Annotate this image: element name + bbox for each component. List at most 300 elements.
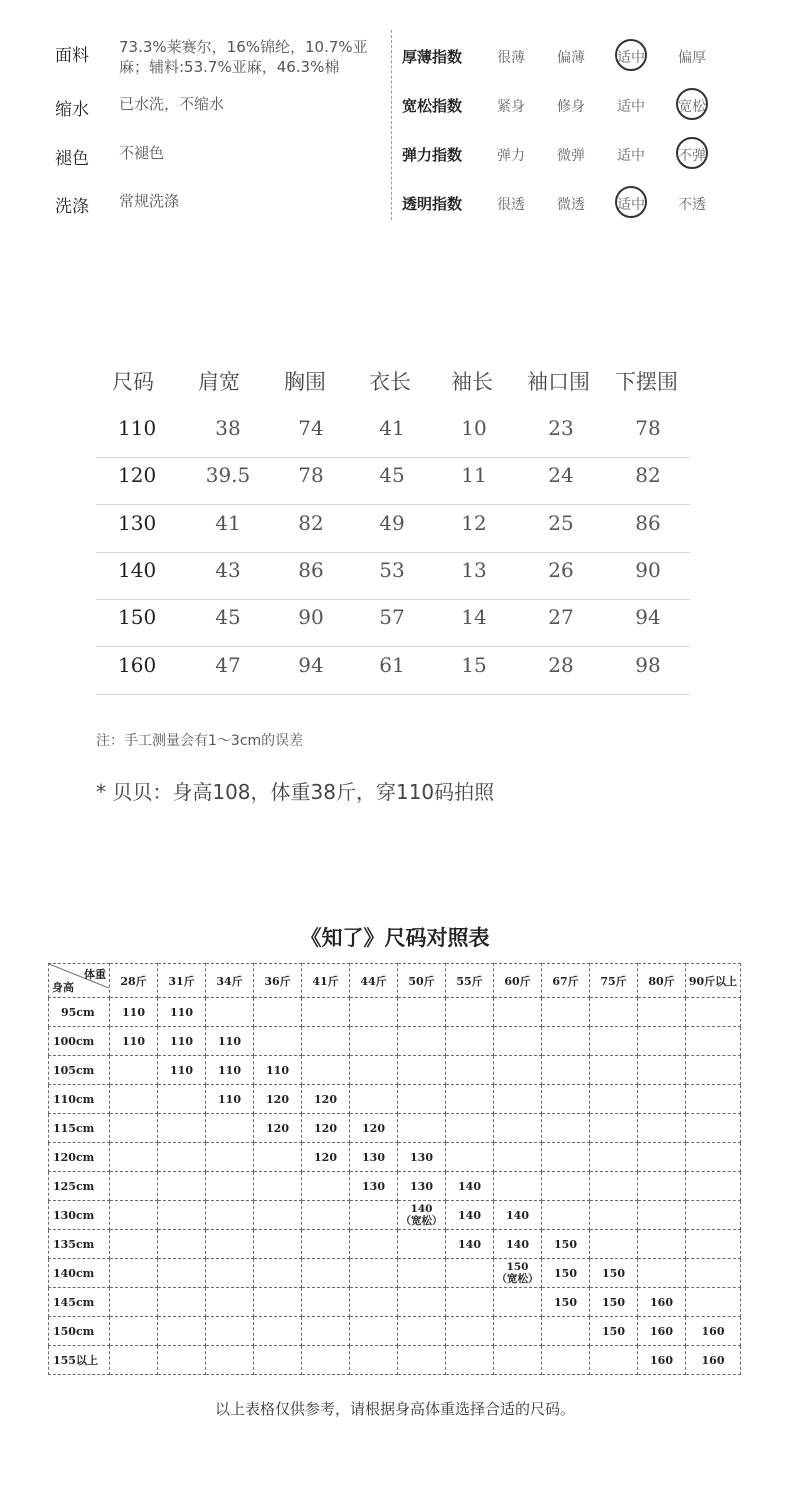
size-cell (158, 1201, 206, 1230)
index-label: 透明指数 (402, 195, 463, 213)
size-cell (638, 1172, 686, 1201)
size-header-cell: 袖长 (451, 370, 493, 394)
size-cell (110, 1230, 158, 1259)
size-cell: 160 (638, 1346, 686, 1375)
weight-header: 41斤 (302, 964, 350, 998)
reference-corner-cell (49, 964, 110, 998)
size-cell (206, 998, 254, 1027)
size-value: 43 (215, 557, 241, 582)
size-cell (542, 1317, 590, 1346)
size-cell: 140 （宽松） (398, 1201, 446, 1230)
size-cell (110, 1201, 158, 1230)
size-value: 94 (298, 652, 324, 677)
size-value: 45 (215, 605, 241, 630)
size-label: 110 (118, 416, 157, 440)
size-cell (158, 1172, 206, 1201)
weight-header: 36斤 (254, 964, 302, 998)
size-cell (350, 1085, 398, 1114)
size-cell: 160 (686, 1346, 741, 1375)
size-cell: 150 (590, 1259, 638, 1288)
size-cell (446, 1085, 494, 1114)
size-cell (110, 1317, 158, 1346)
size-cell (302, 998, 350, 1027)
size-cell (350, 1027, 398, 1056)
index-option: 修身 (557, 99, 585, 115)
size-cell (206, 1259, 254, 1288)
reference-row (49, 1056, 741, 1085)
height-label: 120cm (49, 1143, 110, 1172)
size-value: 28 (548, 652, 574, 677)
size-cell (638, 1143, 686, 1172)
height-label: 140cm (49, 1259, 110, 1288)
size-cell (398, 1056, 446, 1085)
size-cell (302, 1346, 350, 1375)
size-cell (686, 1288, 741, 1317)
size-cell (590, 1346, 638, 1375)
index-option: 偏厚 (678, 50, 706, 66)
size-cell (638, 1027, 686, 1056)
index-option: 紧身 (497, 99, 525, 115)
reference-table (48, 963, 741, 1375)
size-cell (494, 1027, 542, 1056)
size-header-cell: 胸围 (284, 370, 326, 394)
size-cell (494, 1056, 542, 1085)
size-value: 12 (461, 510, 487, 535)
size-value: 57 (379, 605, 405, 630)
size-cell: 130 (398, 1143, 446, 1172)
size-cell (542, 1201, 590, 1230)
size-cell (638, 1056, 686, 1085)
size-value: 53 (379, 557, 405, 582)
size-cell: 120 (302, 1085, 350, 1114)
weight-header: 55斤 (446, 964, 494, 998)
size-cell: 110 (206, 1027, 254, 1056)
size-value: 86 (635, 510, 661, 535)
size-cell: 150 (590, 1317, 638, 1346)
size-header-cell: 肩宽 (198, 370, 240, 394)
size-value: 25 (548, 510, 574, 535)
height-label: 105cm (49, 1056, 110, 1085)
weight-header: 75斤 (590, 964, 638, 998)
size-cell: 130 (350, 1172, 398, 1201)
size-value: 23 (548, 416, 574, 440)
size-cell: 130 (398, 1172, 446, 1201)
weight-header: 60斤 (494, 964, 542, 998)
size-label: 160 (118, 652, 157, 677)
size-cell (542, 1143, 590, 1172)
size-cell (686, 1201, 741, 1230)
size-value: 15 (461, 652, 487, 677)
height-label: 150cm (49, 1317, 110, 1346)
index-option: 不弹 (670, 145, 714, 165)
size-header-cell: 袖口围 (527, 370, 590, 394)
index-option: 弹力 (497, 148, 525, 164)
size-cell (590, 1172, 638, 1201)
size-cell (590, 1085, 638, 1114)
weight-header: 67斤 (542, 964, 590, 998)
size-cell (254, 1201, 302, 1230)
size-cell (398, 1317, 446, 1346)
size-value: 82 (298, 510, 324, 535)
size-cell (158, 1143, 206, 1172)
size-cell: 160 (638, 1317, 686, 1346)
size-cell (206, 1346, 254, 1375)
size-cell (494, 1317, 542, 1346)
size-cell (446, 1317, 494, 1346)
size-cell (398, 1346, 446, 1375)
size-cell (206, 1143, 254, 1172)
size-value: 61 (379, 652, 405, 677)
size-cell: 150 (542, 1259, 590, 1288)
height-label: 135cm (49, 1230, 110, 1259)
size-value: 13 (461, 557, 487, 582)
index-option: 微弹 (557, 148, 585, 164)
size-cell: 140 (494, 1201, 542, 1230)
size-cell (110, 1143, 158, 1172)
size-cell (158, 1259, 206, 1288)
size-header-cell: 下摆围 (615, 370, 678, 394)
size-cell (686, 1056, 741, 1085)
size-cell (206, 1172, 254, 1201)
size-value: 49 (379, 510, 405, 535)
size-value: 90 (298, 605, 324, 630)
size-cell (590, 1056, 638, 1085)
size-cell: 120 (254, 1085, 302, 1114)
size-cell (686, 1085, 741, 1114)
size-cell (542, 1027, 590, 1056)
reference-row (49, 1143, 741, 1172)
info-divider (391, 30, 392, 220)
size-cell: 140 (494, 1230, 542, 1259)
size-cell (110, 1346, 158, 1375)
size-cell: 110 (158, 1027, 206, 1056)
size-cell (686, 1143, 741, 1172)
size-value: 45 (379, 463, 405, 488)
size-cell (350, 1288, 398, 1317)
size-cell (494, 1288, 542, 1317)
size-cell: 140 (446, 1172, 494, 1201)
height-label: 125cm (49, 1172, 110, 1201)
size-cell (590, 1027, 638, 1056)
size-cell (398, 1230, 446, 1259)
size-value: 78 (635, 416, 661, 440)
size-value: 38 (215, 416, 241, 440)
size-cell (254, 1143, 302, 1172)
size-value: 26 (548, 557, 574, 582)
size-value: 82 (635, 463, 661, 488)
size-cell (254, 1288, 302, 1317)
size-value: 10 (461, 416, 487, 440)
reference-title: 《知了》尺码对照表 (300, 925, 490, 950)
index-option: 宽松 (670, 96, 714, 116)
size-cell (206, 1201, 254, 1230)
size-cell (350, 1230, 398, 1259)
size-cell: 120 (350, 1114, 398, 1143)
size-cell (206, 1317, 254, 1346)
size-cell (446, 1056, 494, 1085)
size-cell (254, 1027, 302, 1056)
size-value: 14 (461, 605, 487, 630)
size-cell (302, 1230, 350, 1259)
size-cell (398, 1259, 446, 1288)
size-cell: 160 (686, 1317, 741, 1346)
size-cell (686, 1027, 741, 1056)
size-cell (494, 1114, 542, 1143)
height-label: 130cm (49, 1201, 110, 1230)
index-option: 很透 (497, 197, 525, 213)
measurement-note: 注：手工测量会有1～3cm的误差 (96, 733, 304, 749)
size-value: 27 (548, 605, 574, 630)
info-label: 褪色 (55, 149, 89, 169)
size-cell (446, 1027, 494, 1056)
corner-weight-label: 体重 (84, 968, 106, 981)
size-value: 86 (298, 557, 324, 582)
size-cell (638, 1085, 686, 1114)
size-cell (206, 1288, 254, 1317)
size-cell: 110 (206, 1085, 254, 1114)
info-label: 缩水 (55, 100, 89, 120)
size-value: 41 (215, 510, 241, 535)
index-option: 偏薄 (557, 50, 585, 66)
size-cell (206, 1114, 254, 1143)
model-info: * 贝贝：身高108，体重38斤，穿110码拍照 (96, 780, 495, 804)
size-cell (494, 1143, 542, 1172)
size-value: 98 (635, 652, 661, 677)
height-label: 110cm (49, 1085, 110, 1114)
size-cell (542, 1346, 590, 1375)
weight-header: 44斤 (350, 964, 398, 998)
size-cell: 150 (590, 1288, 638, 1317)
size-cell (158, 1085, 206, 1114)
size-cell (590, 1230, 638, 1259)
size-cell: 150 (542, 1230, 590, 1259)
size-value: 41 (379, 416, 405, 440)
size-cell: 150 （宽松） (494, 1259, 542, 1288)
info-label: 洗涤 (55, 197, 89, 217)
size-cell (590, 998, 638, 1027)
size-cell (110, 1259, 158, 1288)
size-value: 78 (298, 463, 324, 488)
index-option: 适中 (609, 47, 653, 67)
index-option: 不透 (678, 197, 706, 213)
reference-row (49, 998, 741, 1027)
size-cell (638, 998, 686, 1027)
reference-row (49, 1027, 741, 1056)
height-label: 100cm (49, 1027, 110, 1056)
info-value: 不褪色 (119, 144, 165, 162)
size-cell (638, 1114, 686, 1143)
index-row-elasticity (402, 140, 782, 170)
height-label: 145cm (49, 1288, 110, 1317)
size-cell (542, 1172, 590, 1201)
size-row (96, 457, 690, 505)
size-cell: 140 (446, 1230, 494, 1259)
index-label: 宽松指数 (402, 97, 463, 115)
size-cell (398, 998, 446, 1027)
size-cell: 140 (446, 1201, 494, 1230)
size-cell (446, 1143, 494, 1172)
reference-row (49, 1114, 741, 1143)
reference-row (49, 1317, 741, 1346)
size-cell (494, 1172, 542, 1201)
size-cell (446, 1288, 494, 1317)
size-cell (302, 1259, 350, 1288)
size-cell (254, 998, 302, 1027)
size-cell: 120 (254, 1114, 302, 1143)
size-cell (590, 1143, 638, 1172)
height-label: 115cm (49, 1114, 110, 1143)
size-cell (158, 1288, 206, 1317)
size-cell (158, 1114, 206, 1143)
size-cell (686, 1259, 741, 1288)
size-cell (686, 1230, 741, 1259)
index-row-transparency (402, 189, 782, 219)
index-option: 很薄 (497, 50, 525, 66)
size-cell (542, 1114, 590, 1143)
size-cell (638, 1201, 686, 1230)
size-cell (590, 1114, 638, 1143)
size-cell (254, 1230, 302, 1259)
reference-row (49, 1259, 741, 1288)
reference-row (49, 1346, 741, 1375)
size-value: 47 (215, 652, 241, 677)
size-cell (686, 998, 741, 1027)
size-cell (350, 998, 398, 1027)
size-cell: 110 (110, 1027, 158, 1056)
size-cell (494, 1085, 542, 1114)
size-cell (398, 1027, 446, 1056)
reference-body (49, 998, 741, 1375)
reference-row (49, 1201, 741, 1230)
size-cell (686, 1172, 741, 1201)
index-option: 适中 (609, 194, 653, 214)
height-label: 95cm (49, 998, 110, 1027)
reference-row (49, 1172, 741, 1201)
reference-row (49, 1085, 741, 1114)
size-value: 24 (548, 463, 574, 488)
info-value: 常规洗涤 (119, 192, 180, 210)
footer-note: 以上表格仅供参考，请根据身高体重选择合适的尺码。 (214, 1400, 575, 1418)
size-cell (542, 1056, 590, 1085)
size-cell (254, 1346, 302, 1375)
size-cell (206, 1230, 254, 1259)
size-cell: 120 (302, 1143, 350, 1172)
size-header-cell: 尺码 (112, 370, 154, 394)
size-cell: 120 (302, 1114, 350, 1143)
size-cell (110, 1288, 158, 1317)
weight-header: 34斤 (206, 964, 254, 998)
size-cell (350, 1346, 398, 1375)
size-cell (302, 1027, 350, 1056)
info-label: 面料 (55, 46, 89, 66)
size-cell (446, 1346, 494, 1375)
info-value: 73.3%莱赛尔，16%锦纶，10.7%亚麻；辅料:53.7%亚麻，46.3%棉 (119, 38, 368, 76)
size-cell: 110 (254, 1056, 302, 1085)
size-value: 39.5 (205, 463, 251, 488)
corner-height-label: 身高 (52, 981, 74, 994)
size-label: 140 (118, 557, 157, 582)
size-cell: 160 (638, 1288, 686, 1317)
size-cell: 110 (206, 1056, 254, 1085)
size-row (96, 505, 690, 553)
size-cell: 110 (110, 998, 158, 1027)
weight-header: 90斤以上 (686, 964, 741, 998)
reference-header-row (49, 964, 741, 998)
size-cell (590, 1201, 638, 1230)
weight-header: 31斤 (158, 964, 206, 998)
index-row-looseness (402, 91, 782, 121)
size-cell (686, 1114, 741, 1143)
size-value: 90 (635, 557, 661, 582)
index-label: 厚薄指数 (402, 48, 463, 66)
size-cell (158, 1230, 206, 1259)
weight-header: 50斤 (398, 964, 446, 998)
weight-header: 80斤 (638, 964, 686, 998)
size-cell (398, 1114, 446, 1143)
size-cell: 130 (350, 1143, 398, 1172)
reference-row (49, 1230, 741, 1259)
size-cell (110, 1172, 158, 1201)
size-value: 74 (298, 416, 324, 440)
size-cell (302, 1288, 350, 1317)
size-cell (398, 1085, 446, 1114)
size-cell (110, 1056, 158, 1085)
index-option: 适中 (617, 99, 645, 115)
size-cell (446, 1114, 494, 1143)
index-label: 弹力指数 (402, 146, 463, 164)
size-label: 150 (118, 605, 157, 630)
size-value: 11 (461, 463, 487, 488)
info-value: 已水洗，不缩水 (119, 95, 225, 113)
size-cell (158, 1317, 206, 1346)
size-cell (350, 1201, 398, 1230)
size-cell: 150 (542, 1288, 590, 1317)
size-row (96, 599, 690, 647)
index-option: 微透 (557, 197, 585, 213)
size-cell (350, 1259, 398, 1288)
size-cell (638, 1259, 686, 1288)
size-cell (398, 1288, 446, 1317)
size-cell (302, 1056, 350, 1085)
size-cell (542, 1085, 590, 1114)
size-header-cell: 衣长 (369, 370, 411, 394)
size-cell (446, 998, 494, 1027)
size-cell (542, 998, 590, 1027)
weight-header: 28斤 (110, 964, 158, 998)
size-cell (158, 1346, 206, 1375)
size-cell (350, 1056, 398, 1085)
size-cell (638, 1230, 686, 1259)
index-option: 适中 (617, 148, 645, 164)
reference-row (49, 1288, 741, 1317)
size-cell: 110 (158, 1056, 206, 1085)
size-cell (494, 998, 542, 1027)
size-cell (302, 1317, 350, 1346)
size-label: 130 (118, 510, 157, 535)
size-row (96, 410, 690, 458)
size-cell (254, 1317, 302, 1346)
size-row (96, 647, 690, 695)
size-label: 120 (118, 463, 157, 488)
size-cell (446, 1259, 494, 1288)
size-cell (350, 1317, 398, 1346)
size-row (96, 552, 690, 600)
size-value: 94 (635, 605, 661, 630)
size-cell (302, 1172, 350, 1201)
size-cell (110, 1085, 158, 1114)
size-cell (254, 1172, 302, 1201)
size-cell (494, 1346, 542, 1375)
